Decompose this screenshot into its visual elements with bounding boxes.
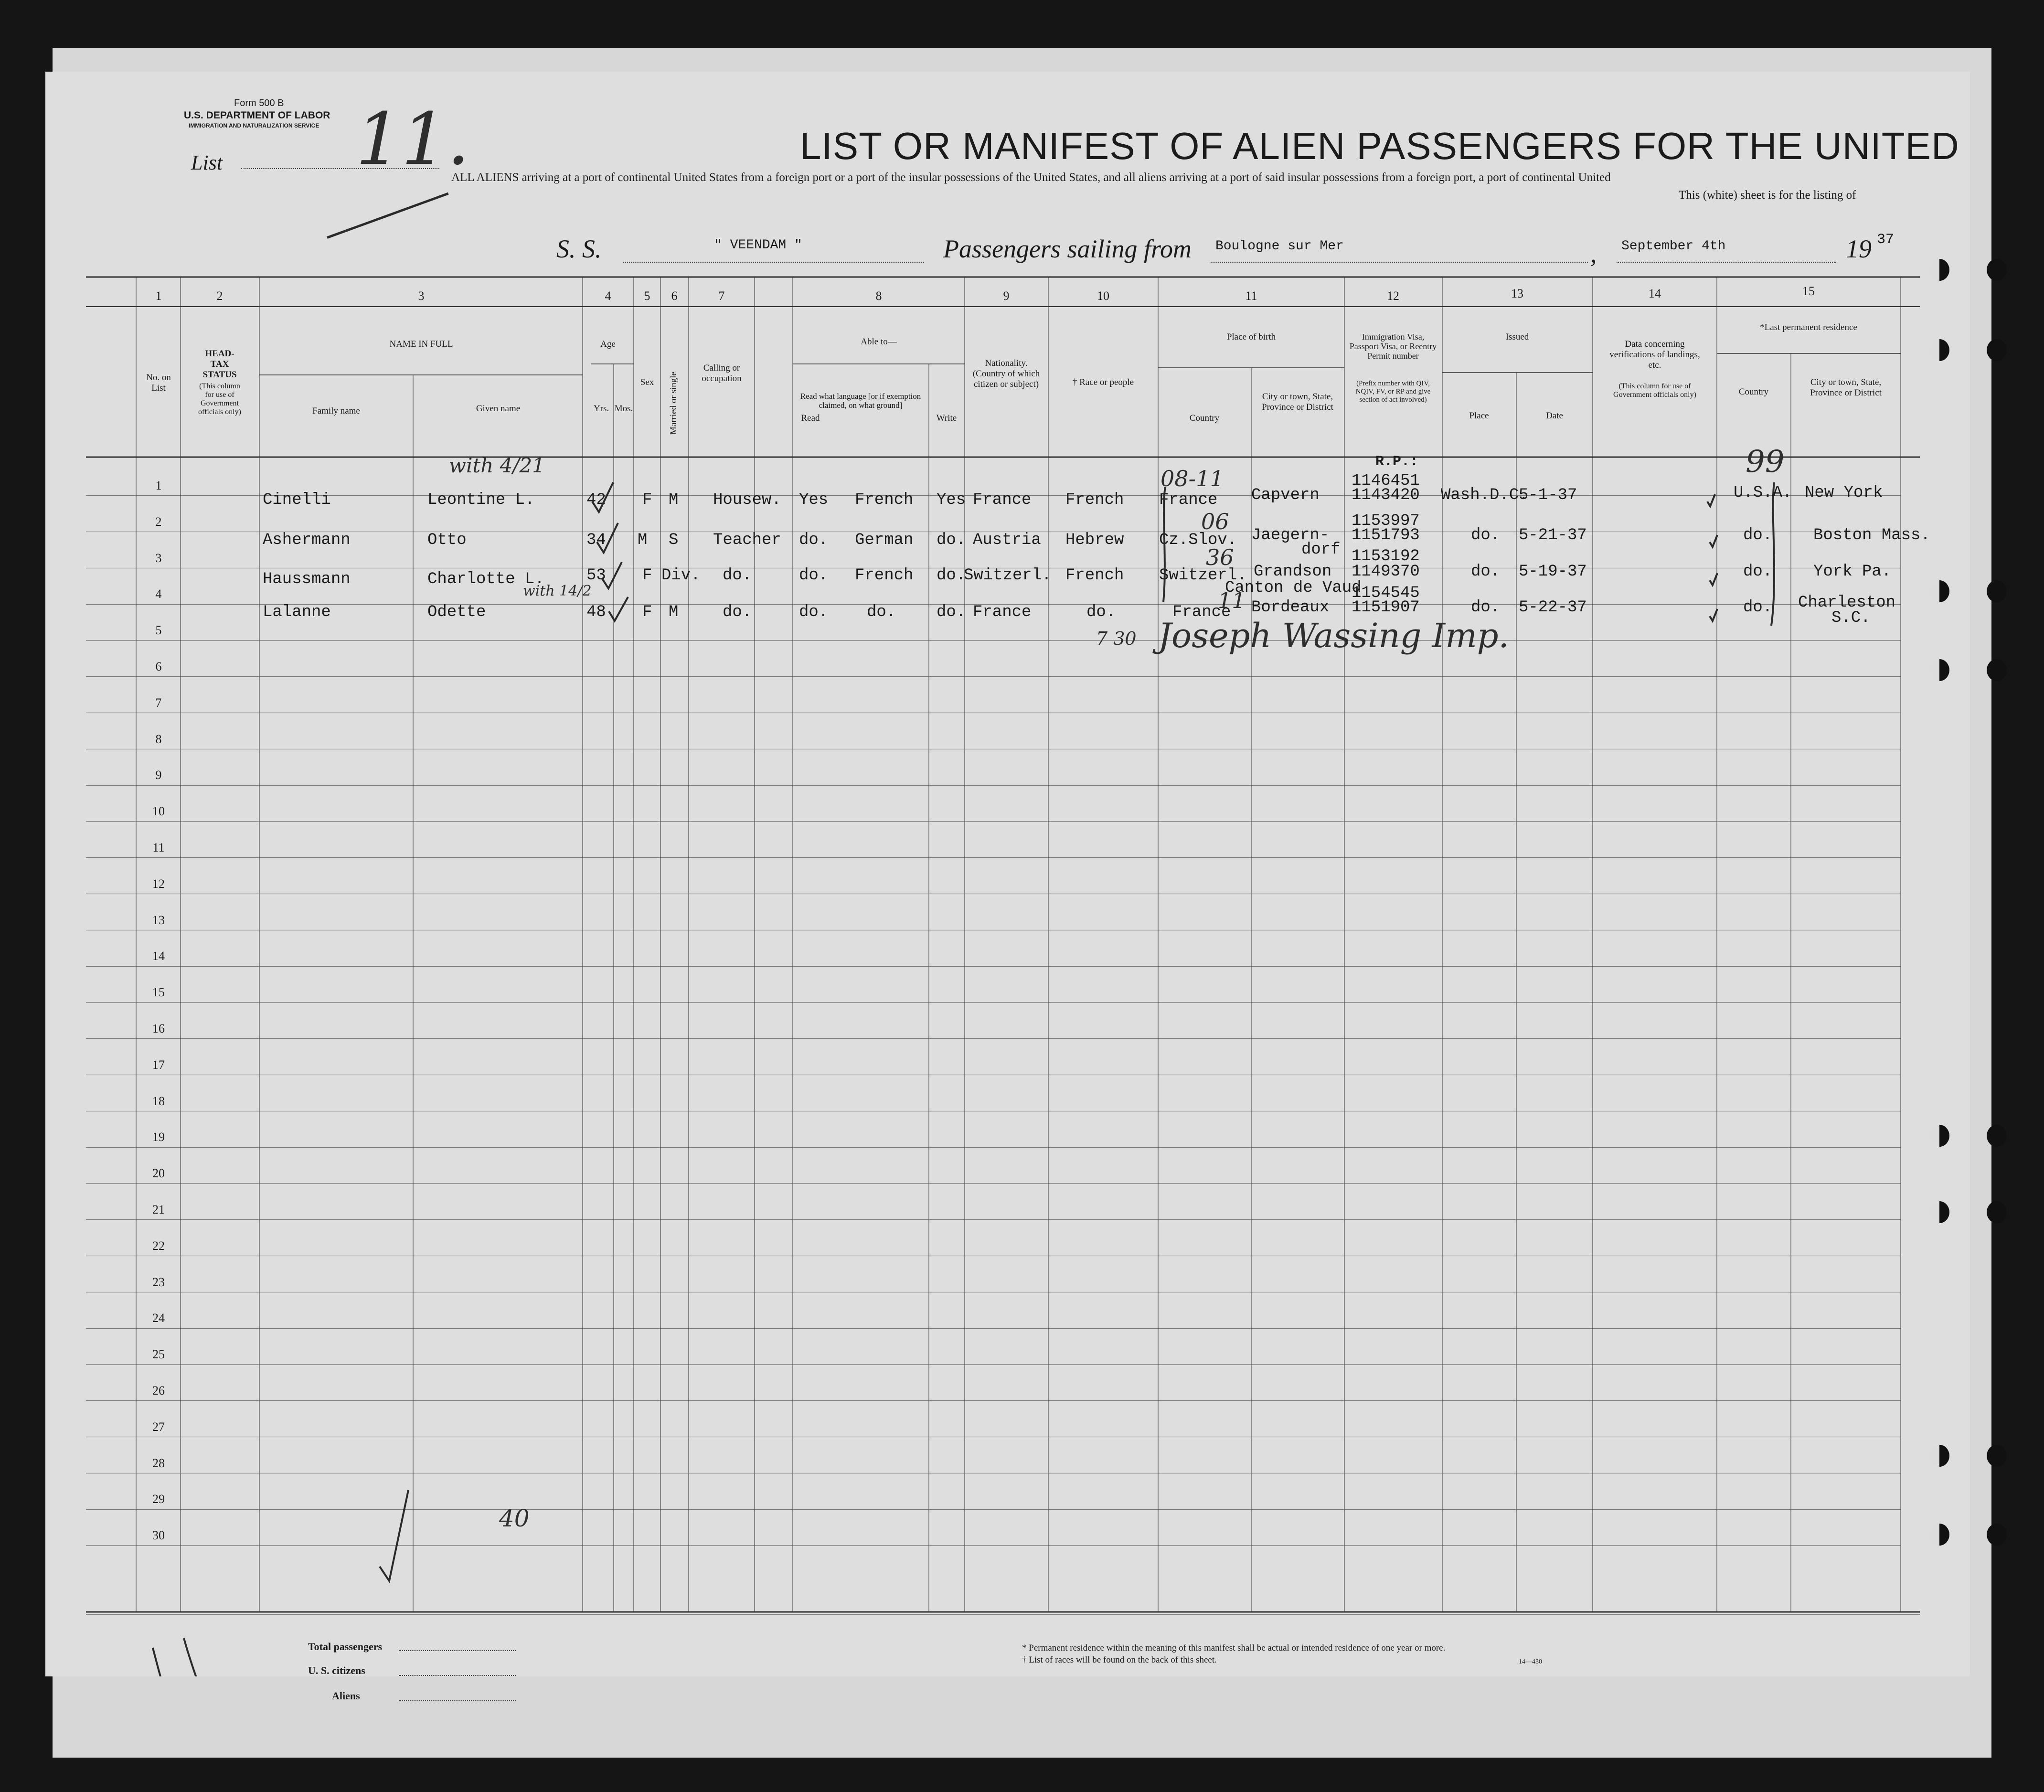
binder-hole: [1929, 1445, 1949, 1467]
tick-mark: [1707, 494, 1715, 506]
binder-hole: [1987, 259, 2007, 281]
binder-hole: [1929, 339, 1949, 361]
row-number: 6: [155, 660, 162, 673]
visa-prefix: R.P.:: [1375, 454, 1419, 470]
race: French: [1065, 566, 1124, 585]
read: Yes: [799, 491, 829, 509]
res-country: do.: [1743, 526, 1773, 544]
hdr-yrs: Yrs.: [593, 404, 609, 414]
row-number: 3: [155, 551, 162, 565]
row-number: 18: [152, 1094, 165, 1108]
issued-place: do.: [1471, 526, 1501, 544]
row-number: 23: [152, 1275, 165, 1289]
list-number: 11.: [356, 98, 470, 181]
issued-place: do.: [1471, 563, 1501, 581]
hdr-head-tax: HEAD-TAX STATUS: [202, 349, 237, 380]
sex: F: [642, 491, 652, 509]
form-code: 14—430: [1519, 1658, 1542, 1665]
birth-city: Bordeaux: [1251, 598, 1330, 617]
write: Yes: [937, 491, 966, 509]
footnote-residence: * Permanent residence within the meaning of this manifest shall be actual or intended residence of one year or more.: [1022, 1643, 1446, 1653]
year-prefix: 19: [1846, 235, 1872, 263]
department: U.S. DEPARTMENT OF LABOR: [184, 110, 330, 121]
birth-city: Grandson: [1254, 563, 1332, 581]
subtitle-line-2: This (white) sheet is for the listing of: [1679, 189, 1856, 202]
row-number: 20: [152, 1166, 165, 1181]
hdr-age: Age: [600, 339, 616, 349]
sex: F: [642, 603, 652, 621]
time-mark: 7 30: [1096, 628, 1137, 649]
manifest-title: LIST OR MANIFEST OF ALIEN PASSENGERS FOR THE UNITED: [800, 125, 1959, 167]
birth-country: France: [1172, 603, 1231, 621]
binder-hole: [1929, 259, 1949, 281]
binder-hole: [1929, 1125, 1949, 1147]
col-num-4: 4: [605, 289, 611, 303]
passengers-sailing-label: Passengers sailing from: [943, 235, 1192, 263]
res-country: U.S.A.: [1734, 484, 1792, 502]
us-citizens-field: [399, 1675, 516, 1676]
res-city-line-2: S.C.: [1831, 609, 1871, 627]
binder-hole: [1987, 1201, 2007, 1223]
pen-marks: [45, 72, 1970, 1676]
res-city: Boston Mass.: [1813, 526, 1930, 544]
language: French: [855, 566, 914, 585]
form-number: Form 500 B: [234, 98, 284, 108]
res-city: Charleston: [1798, 594, 1896, 612]
handwritten-note-row-1: with 4/21: [449, 454, 545, 477]
birth-city: Jaegern-: [1251, 526, 1330, 544]
col-num-15: 15: [1802, 284, 1815, 298]
birth-mark-1: 08-11: [1160, 466, 1224, 491]
race: French: [1065, 491, 1124, 509]
row-number: 30: [152, 1528, 165, 1543]
row-number: 13: [152, 913, 165, 927]
race: do.: [1086, 603, 1116, 621]
binder-hole: [1929, 1201, 1949, 1223]
col-num-10: 10: [1097, 289, 1109, 303]
binder-hole: [1987, 1445, 2007, 1467]
nationality: France: [973, 603, 1032, 621]
hdr-nationality: Nationality. (Country of which citizen or subject): [972, 358, 1040, 389]
tick-mark: [1710, 609, 1717, 621]
family-name: Haussmann: [263, 570, 351, 588]
family-name: Ashermann: [263, 531, 351, 549]
hdr-landings-note: (This column for use of Government officials only): [1613, 382, 1696, 399]
hdr-birth-city: City or town, State, Province or District: [1262, 392, 1333, 412]
age-years: 48: [586, 603, 606, 621]
hdr-mos: Mos.: [614, 404, 633, 414]
departure-port: Boulogne sur Mer: [1215, 239, 1344, 254]
binder-hole: [1987, 659, 2007, 681]
res-city: York Pa.: [1813, 563, 1892, 581]
hdr-birth-country: Country: [1189, 413, 1220, 423]
hdr-write: Write: [936, 413, 957, 423]
issued-date: 5-1-37: [1519, 486, 1577, 504]
tick-mark: [1710, 573, 1717, 585]
col-num-8: 8: [875, 289, 882, 303]
ss-label: S. S.: [556, 235, 602, 263]
col-num-14: 14: [1649, 287, 1661, 300]
binder-hole: [1987, 1125, 2007, 1147]
row-number: 10: [152, 804, 165, 819]
race: Hebrew: [1065, 531, 1124, 549]
check-mark: [380, 1490, 408, 1581]
row-number: 27: [152, 1419, 165, 1434]
col-num-9: 9: [1003, 289, 1010, 303]
hdr-name-in-full: NAME IN FULL: [389, 339, 453, 349]
hdr-visa: Immigration Visa, Passport Visa, or Reentry Permit number: [1349, 332, 1437, 361]
col-num-1: 1: [155, 289, 162, 303]
nationality: Switzerl.: [964, 566, 1052, 585]
birth-city-line-2: dorf: [1301, 541, 1341, 559]
issued-date: 5-21-37: [1519, 526, 1587, 544]
given-name: Odette: [427, 603, 486, 621]
nationality: France: [973, 491, 1032, 509]
us-citizens-label: U. S. citizens: [308, 1664, 365, 1676]
married: Div.: [661, 566, 701, 585]
row-number: 1: [155, 479, 162, 492]
bracket-stroke: [1771, 482, 1774, 626]
issued-date: 5-19-37: [1519, 563, 1587, 581]
bracket-stroke: [1163, 487, 1165, 602]
hdr-able-to: Able to—: [861, 337, 897, 347]
tally-stroke: [153, 1648, 181, 1676]
residence-mark: 99: [1746, 444, 1785, 480]
hdr-issued-place: Place: [1469, 411, 1489, 421]
write: do.: [937, 566, 966, 585]
read: do.: [799, 566, 829, 585]
hdr-married: Married or single: [669, 372, 679, 435]
language: French: [855, 491, 914, 509]
binder-hole: [1987, 580, 2007, 602]
write: do.: [937, 603, 966, 621]
given-name: Leontine L.: [427, 491, 535, 509]
binder-hole: [1987, 1524, 2007, 1546]
birth-mark-4: 11: [1218, 587, 1246, 613]
row-number: 16: [152, 1022, 165, 1035]
nationality: Austria: [973, 531, 1041, 549]
comma: ,: [1590, 239, 1597, 268]
language: do.: [867, 603, 896, 621]
row-number: 4: [155, 587, 162, 601]
read: do.: [799, 603, 829, 621]
row-number: 5: [155, 623, 162, 638]
hdr-given-name: Given name: [476, 404, 521, 414]
hdr-sex: Sex: [640, 377, 654, 387]
calling: do.: [723, 603, 752, 621]
hdr-no-on-list: No. on List: [146, 373, 171, 393]
birth-mark-2: 06: [1201, 509, 1229, 534]
binder-hole: [1929, 580, 1949, 602]
total-passengers-field: [399, 1650, 516, 1651]
birth-country: Cz.Slov.: [1159, 531, 1237, 549]
check-mark: [609, 597, 628, 621]
hdr-landings: Data concerning verifications of landings, etc.: [1609, 339, 1700, 370]
read: do.: [799, 531, 829, 549]
given-name: Otto: [427, 531, 467, 549]
hdr-calling: Calling or occupation: [702, 363, 742, 384]
res-city: New York: [1805, 484, 1883, 502]
col-num-5: 5: [644, 289, 650, 303]
ship-name: " VEENDAM ": [714, 238, 802, 253]
col-num-12: 12: [1387, 289, 1399, 303]
hdr-family-name: Family name: [312, 406, 360, 416]
hdr-issued-date: Date: [1546, 411, 1563, 421]
row-number: 19: [152, 1130, 165, 1144]
hdr-res-city: City or town, State, Province or District: [1810, 377, 1882, 398]
col-num-7: 7: [718, 289, 725, 303]
row-number: 8: [155, 732, 162, 746]
tick-mark: [1710, 535, 1717, 547]
service: IMMIGRATION AND NATURALIZATION SERVICE: [189, 122, 319, 129]
binder-hole: [1929, 1524, 1949, 1546]
hdr-read: Read: [801, 413, 820, 423]
row-number: 12: [152, 876, 165, 891]
visa-number-b: 1151793: [1352, 526, 1420, 544]
hdr-last-residence: *Last permanent residence: [1760, 322, 1857, 332]
row-number: 29: [152, 1492, 165, 1506]
col-num-11: 11: [1245, 289, 1257, 303]
list-label: List: [191, 151, 223, 174]
row-number: 24: [152, 1311, 165, 1325]
age-years: 34: [586, 531, 606, 549]
inspector-signature: Joseph Wassing Imp.: [1158, 616, 1509, 655]
family-name: Cinelli: [263, 491, 331, 509]
row-number: 25: [152, 1347, 165, 1362]
res-country: do.: [1743, 598, 1773, 617]
hdr-res-country: Country: [1738, 387, 1769, 397]
age-years: 53: [586, 566, 606, 585]
check-mark: [602, 562, 622, 588]
aliens-field: [399, 1700, 516, 1701]
married: M: [669, 603, 679, 621]
issued-place: Wash.D.C.: [1441, 486, 1529, 504]
row-number: 17: [152, 1057, 165, 1072]
visa-number-a: 1146451: [1352, 472, 1420, 490]
write: do.: [937, 531, 966, 549]
tally-stroke: [184, 1638, 217, 1676]
res-country: do.: [1743, 563, 1773, 581]
row-number: 7: [155, 695, 162, 710]
visa-number-a: 1153997: [1352, 512, 1420, 530]
col-num-13: 13: [1511, 287, 1523, 300]
col-num-3: 3: [418, 289, 425, 303]
birth-city-line-2: Canton de Vaud: [1225, 579, 1362, 597]
check-mark: [597, 523, 618, 553]
calling: Housew.: [713, 491, 781, 509]
row-number: 2: [155, 514, 162, 529]
visa-number-a: 1153192: [1352, 547, 1420, 565]
birth-mark-3: 36: [1206, 544, 1234, 570]
issued-date: 5-22-37: [1519, 598, 1587, 617]
row-number: 21: [152, 1203, 165, 1216]
row-number: 28: [152, 1456, 165, 1470]
col-num-6: 6: [671, 289, 678, 303]
col-num-2: 2: [216, 289, 223, 303]
aliens-label: Aliens: [332, 1690, 360, 1702]
birth-city: Capvern: [1251, 486, 1320, 504]
total-passengers-label: Total passengers: [308, 1641, 383, 1653]
hdr-race: † Race or people: [1072, 377, 1134, 387]
calling: Teacher: [713, 531, 781, 549]
birth-country: France: [1159, 491, 1218, 509]
age-years: 42: [586, 491, 606, 509]
row-number: 15: [152, 985, 165, 1000]
hdr-issued: Issued: [1505, 332, 1529, 342]
visa-number-b: 1149370: [1352, 563, 1420, 581]
count-mark: 40: [499, 1504, 530, 1532]
departure-date: September 4th: [1621, 239, 1726, 254]
hdr-head-tax-note: (This column for use of Government officials only): [198, 382, 241, 416]
row-number: 11: [152, 841, 165, 854]
row-number: 22: [152, 1238, 165, 1253]
check-mark: [592, 482, 613, 512]
calling: do.: [723, 566, 752, 585]
manifest-page: [45, 72, 1970, 1702]
sex: M: [638, 531, 648, 549]
hdr-visa-note: (Prefix number with QIV, NQIV, FV, or RP and give section of act involved): [1355, 380, 1431, 404]
footnote-races: † List of races will be found on the back of this sheet.: [1022, 1655, 1217, 1665]
sex: F: [642, 566, 652, 585]
issued-place: do.: [1471, 598, 1501, 617]
row-number: 9: [155, 768, 162, 782]
row-number: 26: [152, 1384, 165, 1397]
year-suffix: 37: [1877, 232, 1895, 248]
hdr-place-of-birth: Place of birth: [1226, 332, 1276, 342]
married: M: [669, 491, 679, 509]
hdr-read-language: Read what language [or if exemption claimed, on what ground]: [800, 392, 921, 410]
language: German: [855, 531, 914, 549]
visa-number-b: 1151907: [1352, 598, 1420, 617]
married: S: [669, 531, 679, 549]
binder-hole: [1929, 659, 1949, 681]
family-name: Lalanne: [263, 603, 331, 621]
handwritten-note-row-4: with 14/2: [523, 583, 592, 599]
subtitle-line-1: ALL ALIENS arriving at a port of continental United States from a foreign port or a port of the insular possessions of the United States, and all aliens arriving at a port of said insular possessions from a foreign port, a port of continental United: [451, 171, 1611, 184]
birth-country: Switzerl.: [1159, 566, 1247, 585]
row-number: 14: [152, 949, 165, 963]
visa-number-b: 1143420: [1352, 486, 1420, 504]
binder-hole: [1987, 339, 2007, 361]
given-name: Charlotte L.: [427, 570, 544, 588]
visa-number-a: 1154545: [1352, 584, 1420, 602]
